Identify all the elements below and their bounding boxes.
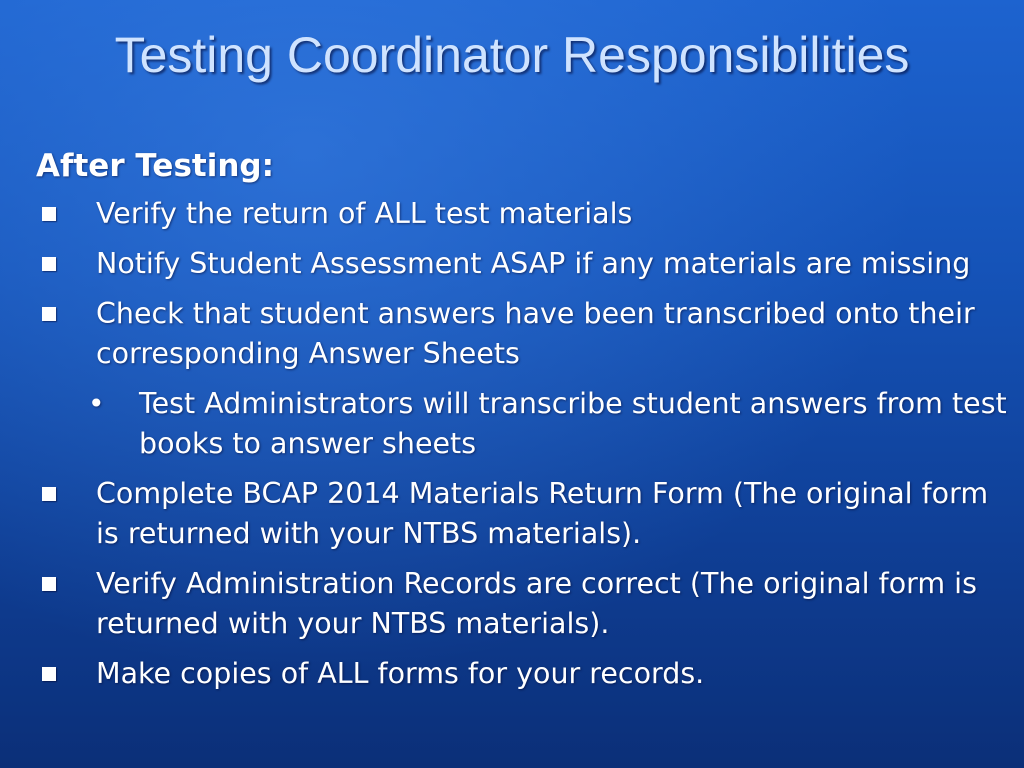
square-bullet-icon (42, 207, 56, 221)
slide-content (36, 146, 1011, 704)
section-heading: After Testing: (36, 148, 275, 184)
square-bullet-icon (42, 307, 56, 321)
square-bullet-icon (42, 577, 56, 591)
bullet-item-check-transcribed (36, 294, 1011, 374)
bullet-text: Verify the return of ALL test materials (96, 197, 633, 230)
bullet-item-notify-assessment (36, 244, 1011, 284)
bullet-text: Make copies of ALL forms for your records. (96, 657, 705, 690)
sub-bullet-text: Test Administrators will transcribe student answers from test books to answer sheets (139, 387, 1007, 460)
bullet-item-verify-records (36, 564, 1011, 644)
square-bullet-icon (42, 667, 56, 681)
bullet-item-verify-return (36, 194, 1011, 234)
bullet-item-complete-form (36, 474, 1011, 554)
slide-title: Testing Coordinator Responsibilities (114, 27, 910, 83)
sub-bullet-item-administrators (36, 384, 1011, 464)
bullet-text: Verify Administration Records are correct (The original form is returned with your NTBS materials). (96, 567, 977, 640)
bullet-text: Notify Student Assessment ASAP if any materials are missing (96, 247, 971, 280)
bullet-text: Check that student answers have been transcribed onto their corresponding Answer Sheets (96, 297, 975, 370)
round-bullet-icon: • (88, 387, 105, 420)
square-bullet-icon (42, 487, 56, 501)
bullet-text: Complete BCAP 2014 Materials Return Form (The original form is returned with your NTBS materials). (96, 477, 989, 550)
bullet-item-make-copies (36, 654, 1011, 694)
square-bullet-icon (42, 257, 56, 271)
